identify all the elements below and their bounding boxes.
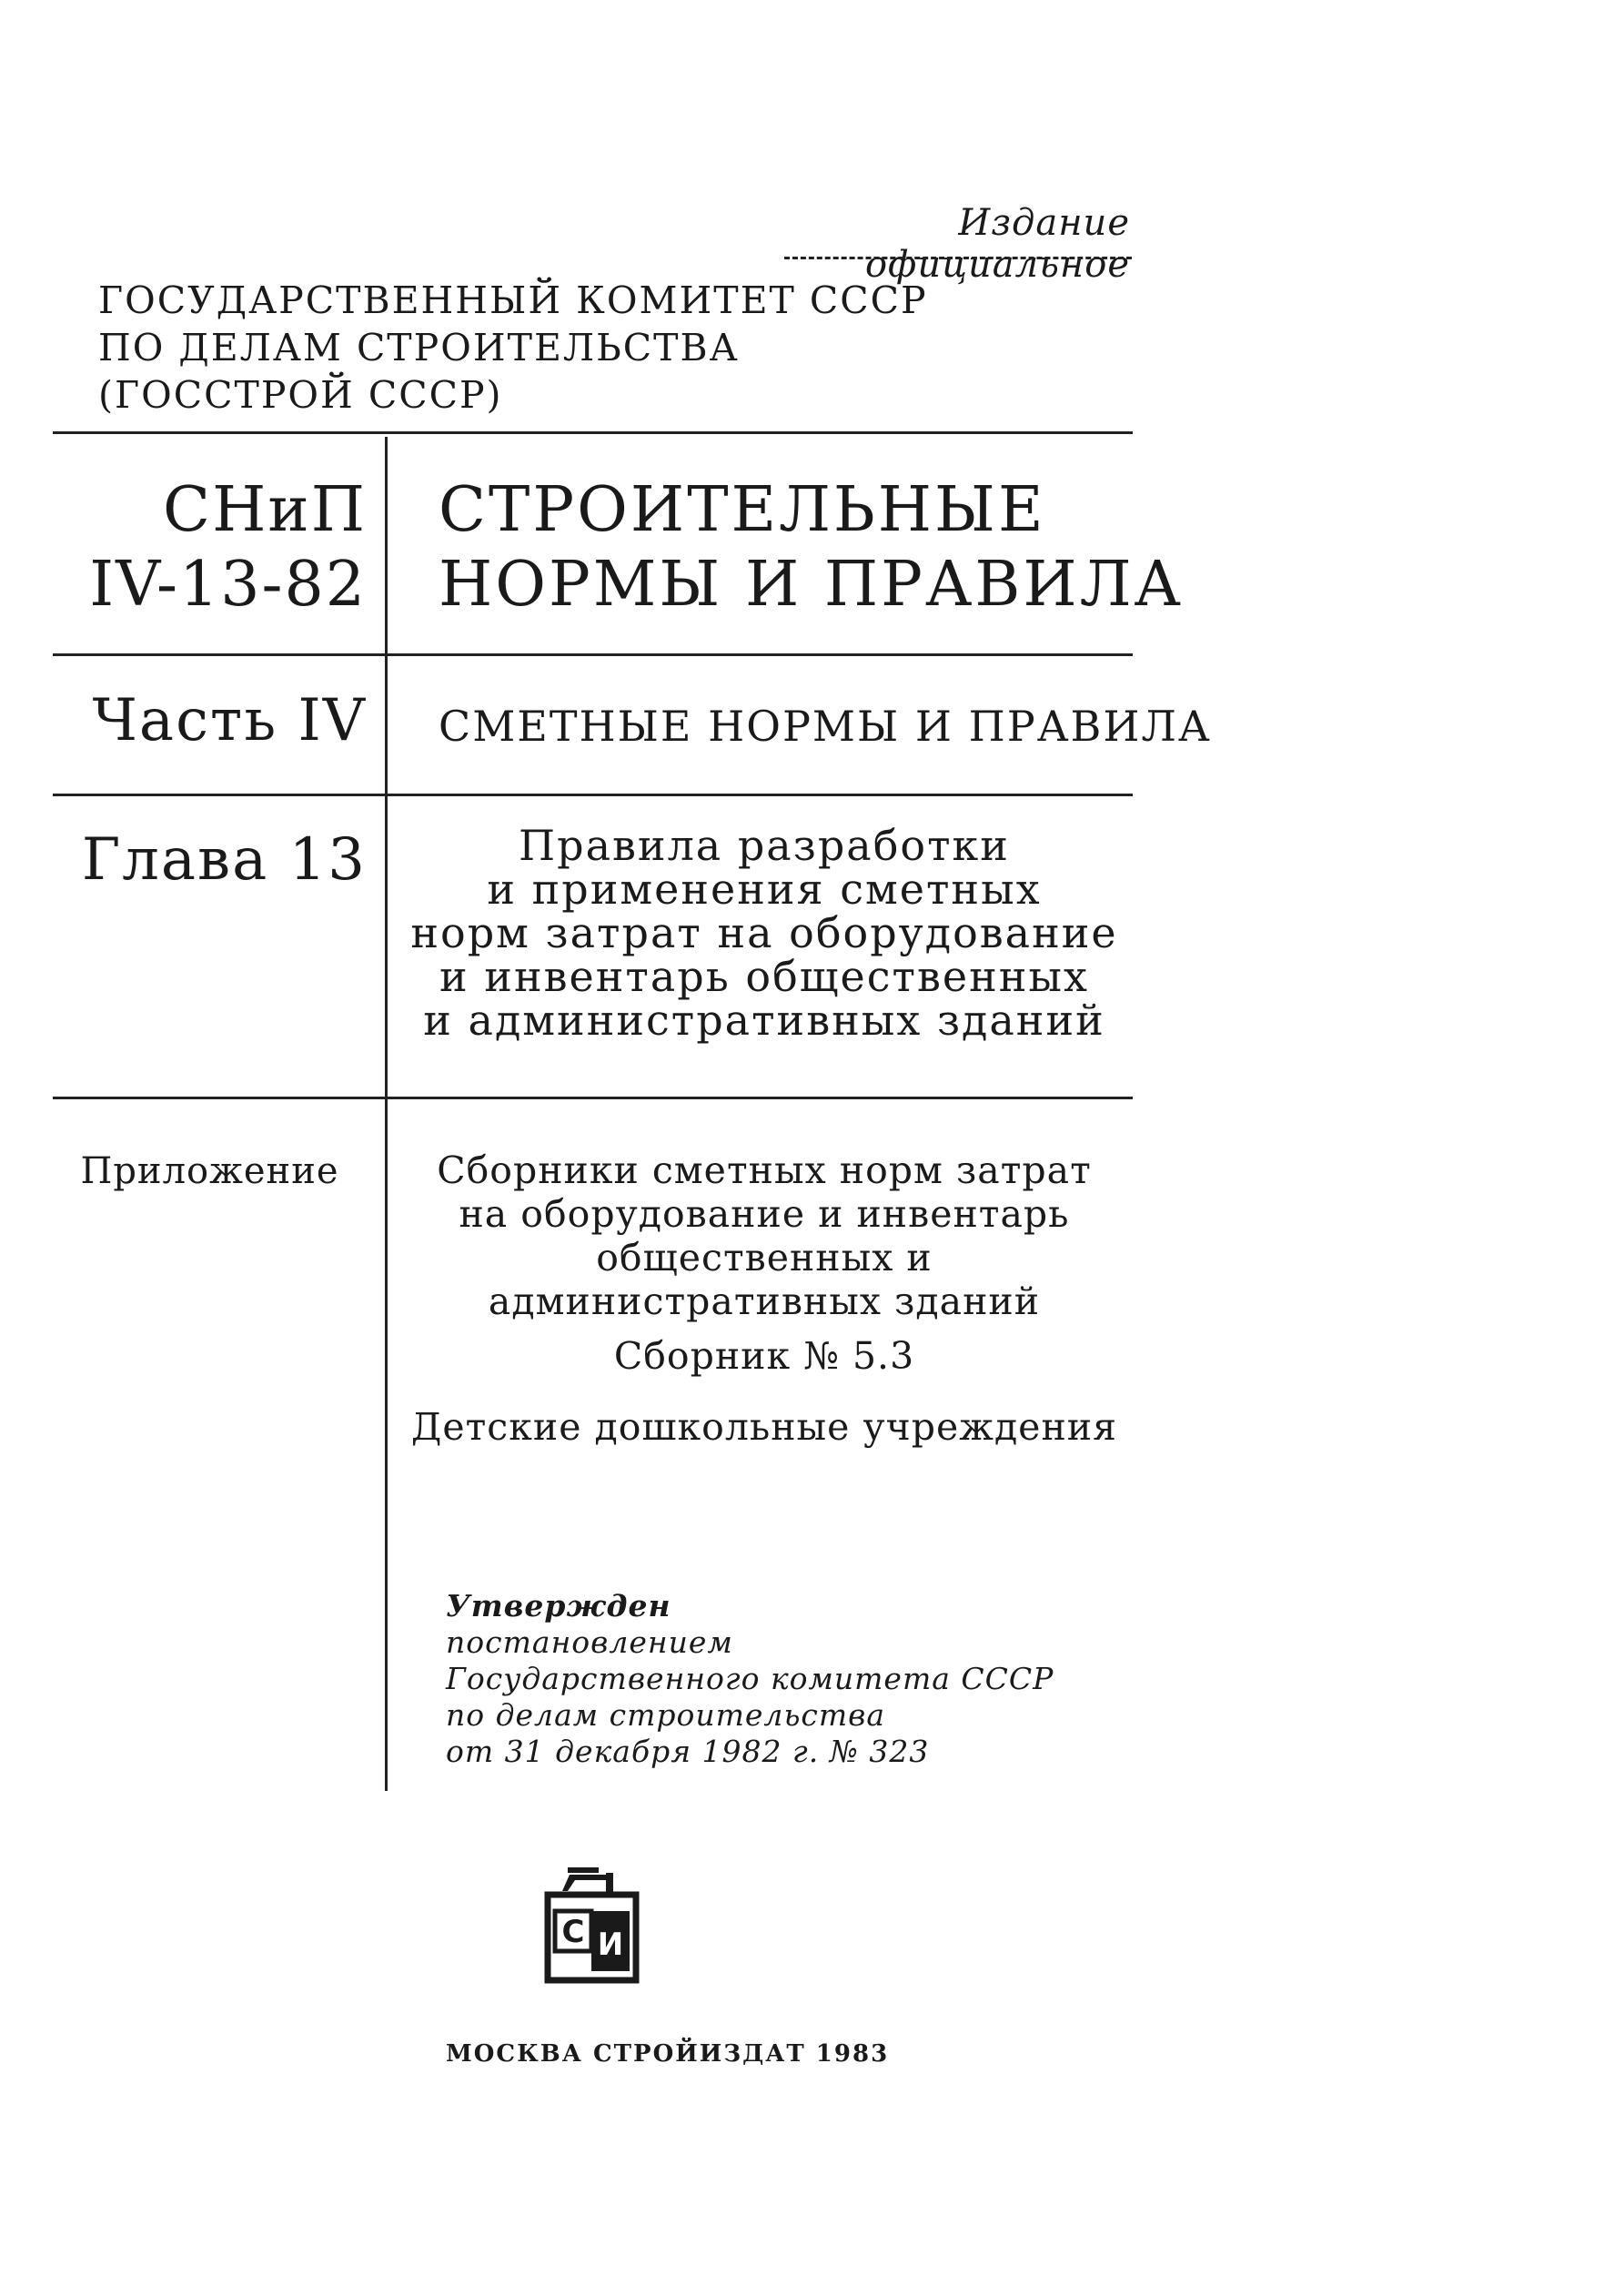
chapter-title-line: Правила разработки — [519, 821, 1010, 870]
collection-number: Сборник № 5.3 — [613, 1334, 915, 1378]
appendix-title-line: на оборудование и инвентарь — [459, 1192, 1070, 1236]
appendix-title — [400, 1148, 1128, 1323]
chapter-title-line: норм затрат на оборудование — [410, 908, 1118, 957]
official-edition-rule — [784, 257, 1132, 259]
code-block — [53, 473, 367, 622]
committee-line: (ГОССТРОЙ СССР) — [98, 373, 503, 417]
approval-line: по делам строительства — [446, 1697, 886, 1733]
code-label: СНиП — [163, 474, 367, 546]
approval-line: от 31 декабря 1982 г. № 323 — [446, 1734, 930, 1769]
institutions-title: Детские дошкольные учреждения — [411, 1405, 1117, 1449]
code-title — [439, 473, 1184, 622]
divider-code — [53, 653, 1133, 656]
code-title-line: НОРМЫ И ПРАВИЛА — [439, 549, 1184, 621]
stroyizdat-logo-icon — [535, 1864, 649, 1987]
part-label: Часть IV — [92, 687, 367, 754]
appendix-title-line: Сборники сметных норм затрат — [437, 1148, 1092, 1192]
chapter-label: Глава 13 — [81, 826, 367, 894]
approval-block — [446, 1588, 1054, 1770]
approval-line: постановлением — [446, 1624, 733, 1660]
chapter-title-line: и инвентарь общественных — [439, 952, 1089, 1001]
appendix-label: Приложение — [80, 1150, 339, 1192]
committee-block — [98, 277, 928, 419]
column-divider — [385, 437, 388, 1791]
part-title: СМЕТНЫЕ НОРМЫ И ПРАВИЛА — [439, 702, 1212, 751]
official-edition-label: Издание официальное — [864, 202, 1130, 286]
logo-letter-i: И — [597, 1927, 624, 1963]
chapter-title — [400, 821, 1128, 1045]
publisher-imprint: МОСКВА СТРОЙИЗДАТ 1983 — [446, 2040, 890, 2068]
code-number: IV-13-82 — [89, 549, 367, 621]
appendix-title-line: административных зданий — [488, 1280, 1041, 1323]
divider-part — [53, 794, 1133, 796]
appendix-title-line: общественных и — [596, 1236, 933, 1280]
logo-letter-c: С — [561, 1914, 585, 1950]
divider-top — [53, 431, 1133, 434]
approval-line: Утвержден — [446, 1588, 671, 1623]
chapter-title-line: и применения сметных — [487, 865, 1042, 914]
approval-line: Государственного комитета СССР — [446, 1661, 1054, 1696]
chapter-title-line: и административных зданий — [423, 996, 1105, 1045]
divider-chapter — [53, 1097, 1133, 1099]
committee-line: ПО ДЕЛАМ СТРОИТЕЛЬСТВА — [98, 326, 740, 369]
committee-line: ГОСУДАРСТВЕННЫЙ КОМИТЕТ СССР — [98, 278, 928, 322]
code-title-line: СТРОИТЕЛЬНЫЕ — [439, 474, 1046, 546]
